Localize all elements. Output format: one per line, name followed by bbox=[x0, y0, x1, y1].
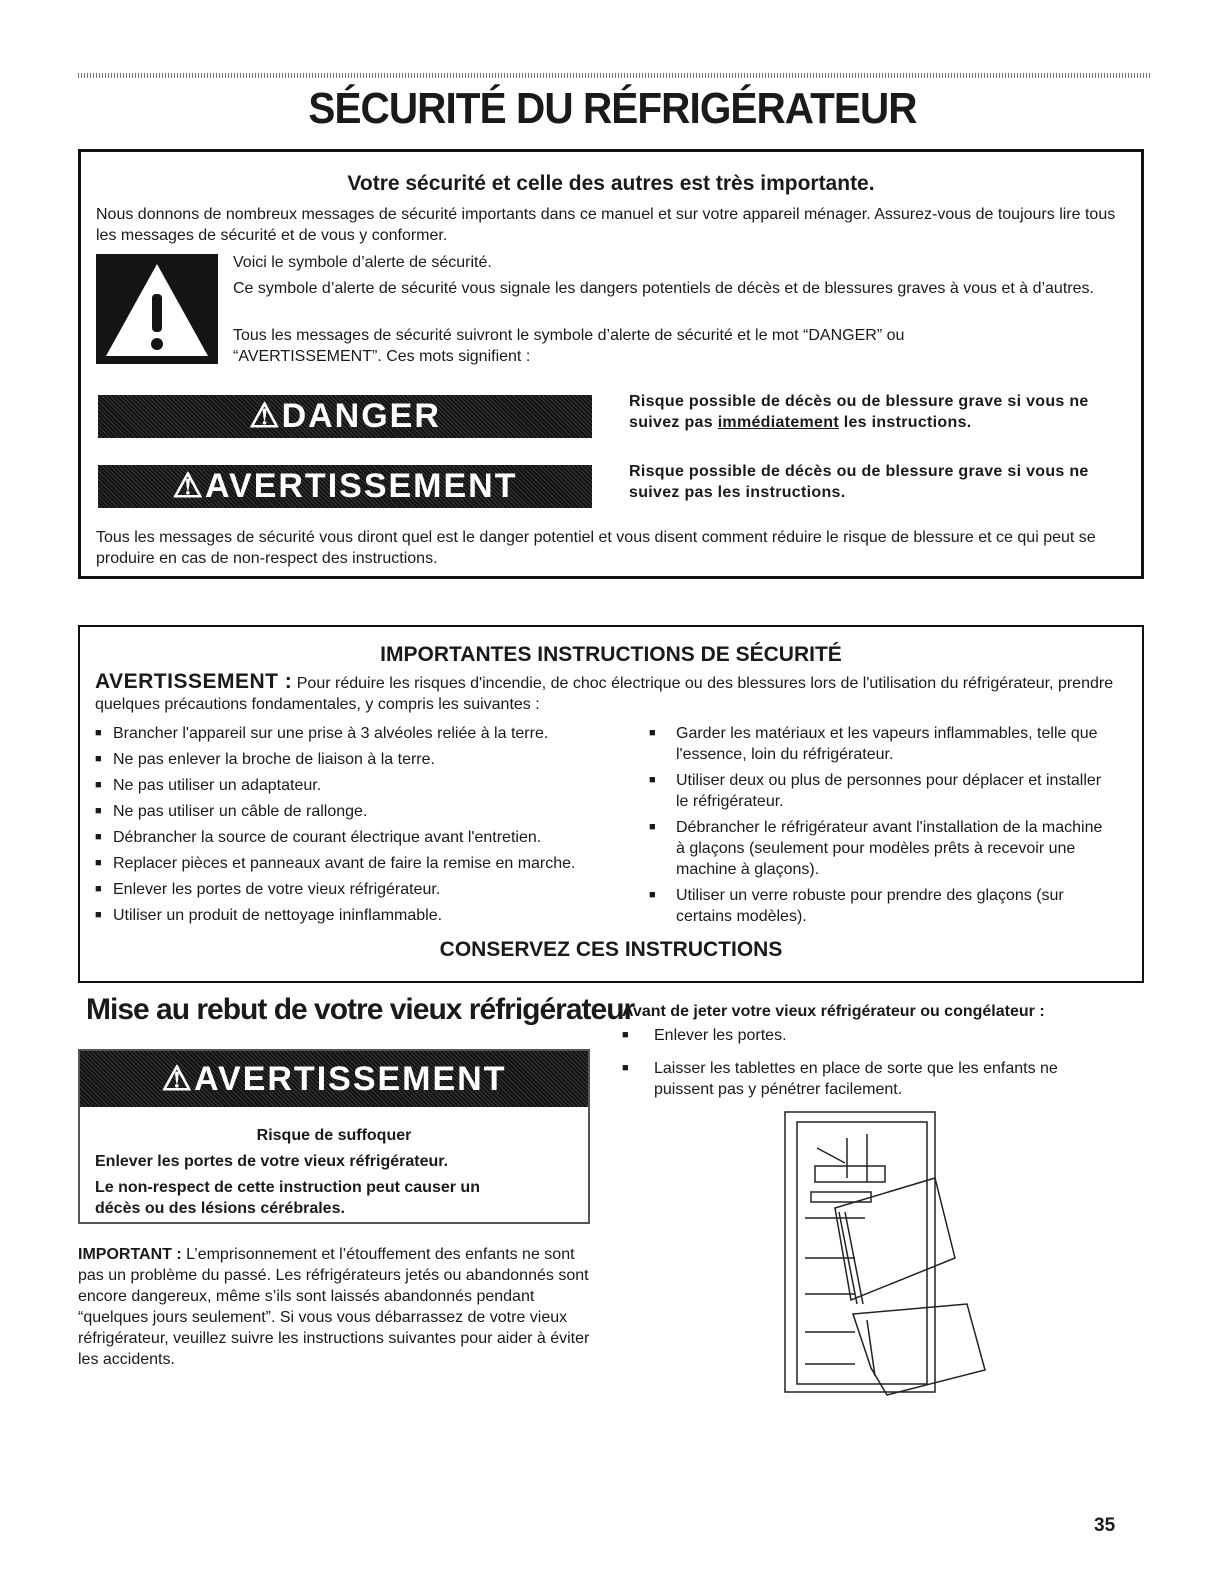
list-item: ■ Laisser les tablettes en place de sorte que les enfants ne puissent pas y pénétrer facilement. bbox=[622, 1058, 1112, 1100]
signal-words: Tous les messages de sécurité suivront le symbole d’alerte de sécurité et le mot “DANGER” ou “AVERTISSEMENT”. Ces mots signifient : bbox=[233, 327, 905, 365]
instructions-box bbox=[78, 625, 1144, 983]
disposal-heading: Mise au rebut de votre vieux réfrigérateur bbox=[86, 993, 635, 1026]
safety-intro: Nous donnons de nombreux messages de sécurité importants dans ce manuel et sur votre appareil ménager. Assurez-vous de toujours lire tous les messages de sécurité et de vous y conformer. bbox=[96, 206, 1116, 244]
list-item: ■ Ne pas enlever la broche de liaison à la terre. bbox=[95, 749, 645, 770]
instructions-heading: IMPORTANTES INSTRUCTIONS DE SÉCURITÉ bbox=[380, 643, 842, 666]
before-heading: Avant de jeter votre vieux réfrigérateur ou congélateur : bbox=[622, 1003, 1045, 1020]
page-number: 35 bbox=[1094, 1515, 1116, 1536]
list-item: ■ Utiliser un produit de nettoyage ininflammable. bbox=[95, 905, 645, 926]
list-item: ■ Enlever les portes de votre vieux réfrigérateur. bbox=[95, 879, 645, 900]
list-item: ■ Débrancher la source de courant électrique avant l'entretien. bbox=[95, 827, 645, 848]
safety-box bbox=[78, 149, 1144, 579]
safety-heading: Votre sécurité et celle des autres est très importante. bbox=[347, 172, 875, 195]
warning-triangle-icon: ⚠ bbox=[161, 1060, 194, 1098]
warning-description: Risque possible de décès ou de blessure grave si vous ne suivez pas les instructions. bbox=[629, 463, 1089, 501]
top-rule bbox=[78, 73, 1150, 78]
disposal-warning-banner: ⚠AVERTISSEMENT bbox=[80, 1051, 588, 1107]
page-title: SÉCURITÉ DU RÉFRIGÉRATEUR bbox=[308, 84, 917, 133]
safety-closing: Tous les messages de sécurité vous diront quel est le danger potentiel et vous disent comment réduire le risque de blessure et ce qui peut se produire en cas de non-respect des instructions. bbox=[96, 529, 1096, 567]
before-list bbox=[622, 1025, 1112, 1112]
disposal-risk: Risque de suffoquer bbox=[256, 1127, 412, 1144]
warning-triangle-icon: ⚠ bbox=[172, 467, 205, 505]
symbol-line: Voici le symbole d’alerte de sécurité. bbox=[233, 254, 492, 271]
list-item: ■ Débrancher le réfrigérateur avant l'installation de la machine à glaçons (seulement pour modèles prêts à recevoir une machine à glaçons). bbox=[649, 817, 1114, 880]
instructions-warning: AVERTISSEMENT : Pour réduire les risques d'incendie, de choc électrique ou des blessures lors de l'utilisation du réfrigérateur, prendre quelques précautions fondamentales, y compris les suivantes : bbox=[95, 670, 1114, 713]
warning-banner: ⚠AVERTISSEMENT bbox=[98, 465, 592, 508]
list-item: ■ Ne pas utiliser un adaptateur. bbox=[95, 775, 645, 796]
list-item: ■ Ne pas utiliser un câble de rallonge. bbox=[95, 801, 645, 822]
disposal-action: Enlever les portes de votre vieux réfrigérateur. bbox=[95, 1153, 449, 1170]
refrigerator-illustration bbox=[775, 1108, 995, 1404]
danger-banner: ⚠DANGER bbox=[98, 395, 592, 438]
disposal-consequence: Le non-respect de cette instruction peut causer un décès ou des lésions cérébrales. bbox=[95, 1179, 480, 1217]
instructions-left-list bbox=[95, 723, 645, 931]
list-item: ■ Utiliser deux ou plus de personnes pour déplacer et installer le réfrigérateur. bbox=[649, 770, 1114, 812]
symbol-desc: Ce symbole d’alerte de sécurité vous signale les dangers potentiels de décès et de blessures graves à vous et à d’autres. bbox=[233, 280, 1094, 297]
list-item: ■ Garder les matériaux et les vapeurs inflammables, telle que l'essence, loin du réfrigérateur. bbox=[649, 723, 1114, 765]
list-item: ■ Replacer pièces et panneaux avant de faire la remise en marche. bbox=[95, 853, 645, 874]
list-item: ■ Brancher l'appareil sur une prise à 3 alvéoles reliée à la terre. bbox=[95, 723, 645, 744]
warning-triangle-icon: ⚠ bbox=[249, 397, 282, 435]
safety-alert-icon bbox=[96, 254, 218, 364]
instructions-right-list bbox=[649, 723, 1114, 932]
disposal-warning-box bbox=[78, 1049, 590, 1224]
danger-description: Risque possible de décès ou de blessure grave si vous ne suivez pas immédiatement les instructions. bbox=[629, 393, 1089, 431]
list-item: ■ Enlever les portes. bbox=[622, 1025, 1112, 1046]
important-paragraph: IMPORTANT : L’emprisonnement et l’étouffement des enfants ne sont pas un problème du passé. Les réfrigérateurs jetés ou abandonnés sont encore dangereux, même s’ils sont laissés abandonnés pendant “quelques jours seulement”. Si vous vous débarrassez de votre vieux réfrigérateur, veuillez suivre les instructions suivantes pour aider à éviter les accidents. bbox=[78, 1246, 590, 1368]
instructions-footer: CONSERVEZ CES INSTRUCTIONS bbox=[439, 938, 783, 961]
list-item: ■ Utiliser un verre robuste pour prendre des glaçons (sur certains modèles). bbox=[649, 885, 1114, 927]
